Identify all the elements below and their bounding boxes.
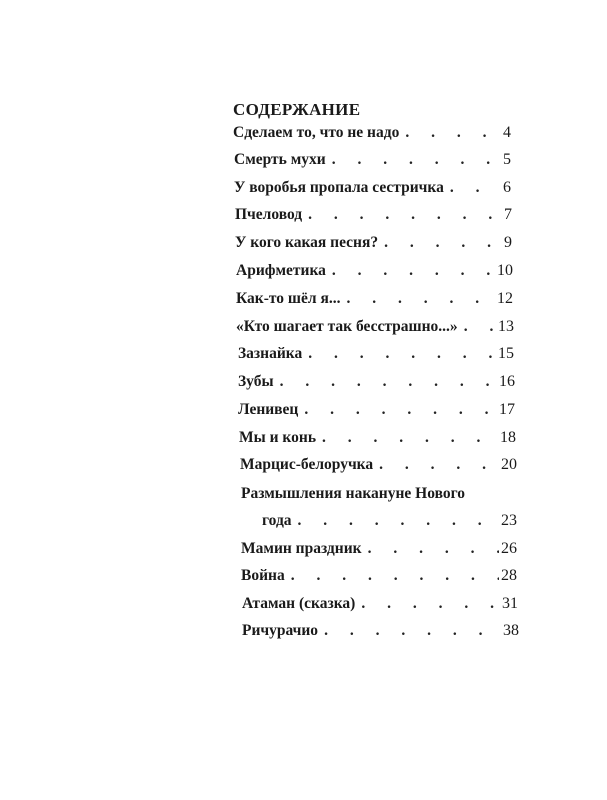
leader-dots [378, 234, 494, 252]
toc-entry-title: У воробья пропала сестричка [234, 179, 444, 196]
toc-entry [238, 401, 515, 423]
toc-entry [238, 373, 515, 395]
toc-entry [240, 456, 517, 478]
toc-entry-page: 9 [504, 234, 512, 251]
leader-dots [316, 429, 498, 447]
toc-entry [236, 262, 513, 284]
toc-entry-title-continued: года [262, 512, 292, 529]
leader-dots [274, 373, 497, 391]
toc-entry-page: 31 [502, 595, 518, 612]
toc-entry [262, 512, 517, 534]
toc-entry [241, 540, 517, 562]
leader-dots [292, 512, 499, 530]
leader-dots [373, 456, 499, 474]
toc-entry-page: 17 [499, 401, 515, 418]
toc-entry-page: 26 [501, 540, 517, 557]
toc-entry-page: 4 [503, 124, 511, 141]
leader-dots [302, 345, 496, 363]
toc-entry-title: Война [241, 567, 285, 584]
toc-entry-title: Ленивец [238, 401, 299, 418]
toc-entry-page: 13 [498, 318, 514, 335]
toc-entry [233, 124, 511, 146]
leader-dots [302, 206, 494, 224]
toc-entry-title: «Кто шагает так бесстрашно...» [236, 318, 458, 335]
leader-dots [326, 262, 495, 280]
toc-entry-title: Пчеловод [235, 206, 303, 223]
toc-entry [242, 622, 519, 644]
toc-entry [236, 290, 513, 312]
toc-entry-title: Марцис-белоручка [240, 456, 374, 473]
leader-dots [355, 595, 500, 613]
leader-dots [444, 179, 493, 197]
toc-entry-page: 6 [503, 179, 511, 196]
toc-entry-page: 7 [504, 206, 512, 223]
toc-entry-title: Мы и конь [239, 429, 317, 446]
toc-entry-page: 10 [497, 262, 513, 279]
leader-dots [285, 567, 499, 585]
toc-entry-title: Как-то шёл я... [236, 290, 341, 307]
toc-entry [241, 567, 517, 589]
toc-entry-title: Атаман (сказка) [242, 595, 356, 612]
leader-dots [399, 124, 493, 142]
toc-entry-page: 20 [501, 456, 517, 473]
toc-entry-title: Ричурачио [242, 622, 319, 639]
toc-entry [234, 179, 511, 201]
leader-dots [298, 401, 497, 419]
toc-entry-page: 15 [498, 345, 514, 362]
toc-entry-page: 38 [503, 622, 519, 639]
leader-dots [326, 151, 493, 169]
toc-entry [238, 345, 514, 367]
contents-heading: СОДЕРЖАНИЕ [233, 100, 361, 119]
toc-entry [236, 318, 514, 340]
toc-entry-title: Зубы [238, 373, 274, 390]
toc-entry-title: Мамин праздник [241, 540, 362, 557]
toc-entry-title: У кого какая песня? [235, 234, 379, 251]
toc-entry [234, 151, 511, 173]
toc-entry-page: 23 [501, 512, 517, 529]
toc-entry-title: Зазнайка [238, 345, 303, 362]
leader-dots [340, 290, 495, 308]
toc-entry-page: 12 [497, 290, 513, 307]
toc-entry-page: 5 [503, 151, 511, 168]
leader-dots [458, 318, 496, 336]
toc-entry-title: Арифметика [236, 262, 326, 279]
toc-entry [242, 595, 518, 617]
toc-entry-page: 18 [500, 429, 516, 446]
toc-entry-page: 16 [499, 373, 515, 390]
leader-dots [362, 540, 499, 558]
toc-entry [239, 429, 516, 451]
toc-entry-title: Сделаем то, что не надо [233, 124, 400, 141]
toc-entry [235, 234, 512, 256]
toc-entry [235, 206, 512, 228]
toc-entry-page: 28 [501, 567, 517, 584]
toc-entry-title: Размышления накануне Нового [241, 485, 466, 502]
toc-entry-title: Смерть мухи [234, 151, 326, 168]
leader-dots [318, 622, 501, 640]
